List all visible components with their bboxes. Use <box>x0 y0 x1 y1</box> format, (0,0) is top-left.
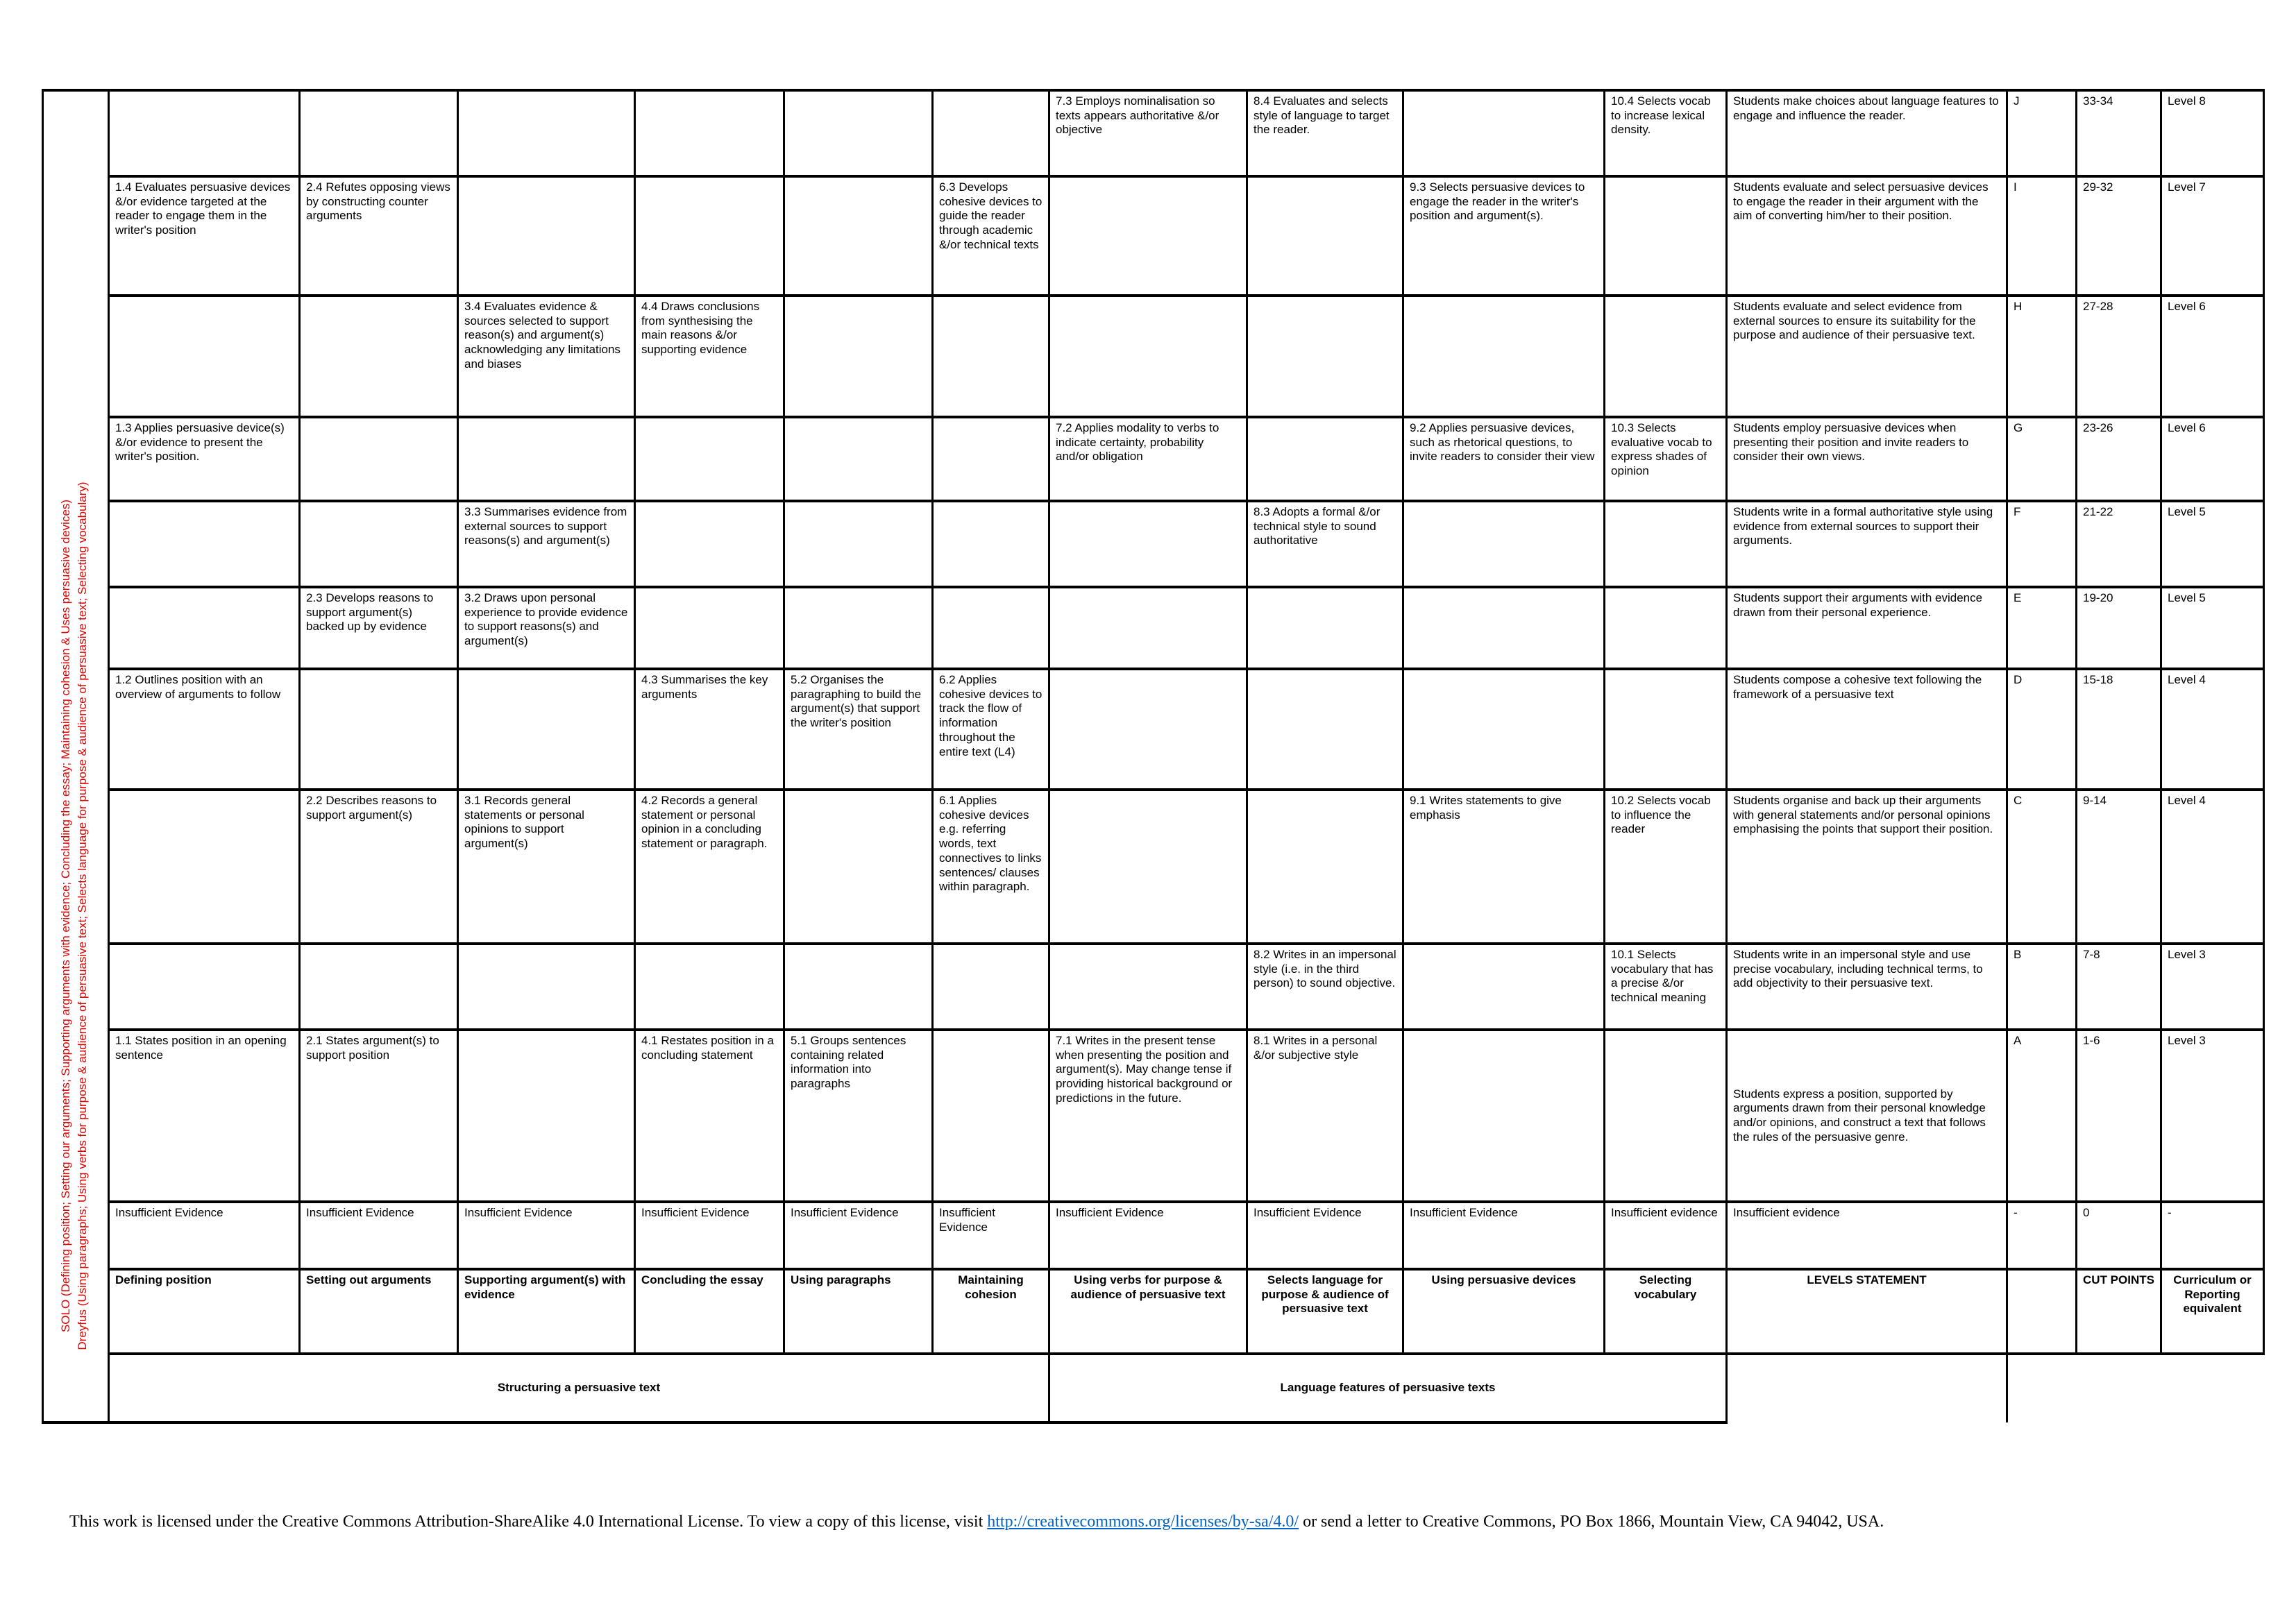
cell-10-3: 10.3 Selects evaluative vocab to express shades of opinion <box>1605 417 1727 501</box>
cell-10-2: 10.2 Selects vocab to influence the reader <box>1605 790 1727 944</box>
empty-cell <box>458 944 635 1030</box>
empty-cell <box>1247 790 1403 944</box>
empty-cell <box>1727 1354 2007 1422</box>
empty-cell <box>300 296 458 417</box>
empty-cell <box>1247 417 1403 501</box>
empty-cell <box>1247 176 1403 296</box>
empty-cell <box>1049 669 1247 790</box>
curriculum-C: Level 4 <box>2161 790 2264 944</box>
header-maintaining-cohesion: Maintaining cohesion <box>933 1269 1049 1354</box>
empty-cell <box>784 296 933 417</box>
letter-J: J <box>2007 90 2077 176</box>
empty-cell <box>1403 669 1605 790</box>
cell-9-3: 9.3 Selects persuasive devices to engage the reader in the writer's position and argument(s). <box>1403 176 1605 296</box>
empty-cell <box>1247 669 1403 790</box>
row-D <box>43 669 2264 790</box>
cut-points-D: 15-18 <box>2077 669 2161 790</box>
row-column-headers <box>43 1269 2264 1354</box>
empty-cell <box>1605 669 1727 790</box>
ie-cell: Insufficient Evidence <box>458 1202 635 1269</box>
cut-points-E: 19-20 <box>2077 587 2161 669</box>
header-concluding-the-essay: Concluding the essay <box>635 1269 784 1354</box>
empty-cell <box>784 501 933 587</box>
levels-statement-B: Students write in an impersonal style and use precise vocabulary, including technical terms, to add objectivity to their persuasive text. <box>1727 944 2007 1030</box>
empty-cell <box>784 944 933 1030</box>
ie-cell: Insufficient Evidence <box>635 1202 784 1269</box>
empty-cell <box>635 417 784 501</box>
ie-cell: Insufficient Evidence <box>1247 1202 1403 1269</box>
levels-statement-I: Students evaluate and select persuasive devices to engage the reader in their argument with the aim of converting him/her to their position. <box>1727 176 2007 296</box>
levels-statement-H: Students evaluate and select evidence from external sources to ensure its suitability for the purpose and audience of their persuasive text. <box>1727 296 2007 417</box>
side-note-cell <box>43 90 109 1422</box>
cut-points-I: 29-32 <box>2077 176 2161 296</box>
empty-cell <box>933 90 1049 176</box>
empty-cell <box>1049 587 1247 669</box>
row-C <box>43 790 2264 944</box>
cell-8-4: 8.4 Evaluates and selects style of language to target the reader. <box>1247 90 1403 176</box>
license-suffix: or send a letter to Creative Commons, PO Box 1866, Mountain View, CA 94042, USA. <box>1299 1513 1884 1531</box>
letter-A: A <box>2007 1030 2077 1202</box>
header-setting-out-arguments: Setting out arguments <box>300 1269 458 1354</box>
empty-cell <box>784 176 933 296</box>
levels-statement-A: Students express a position, supported by arguments drawn from their personal knowledge and/or opinions, and construct a text that follows the rules of the persuasive genre. <box>1727 1030 2007 1202</box>
empty-cell <box>109 790 300 944</box>
empty-cell <box>933 501 1049 587</box>
side-note-line-dreyfus: Dreyfus (Using paragraphs; Using verbs for purpose & audience of persuasive text; Selects language for purpose & audience of persuasive text; Selecting vocabulary) <box>76 482 89 1350</box>
empty-cell <box>1403 296 1605 417</box>
cell-5-1: 5.1 Groups sentences containing related information into paragraphs <box>784 1030 933 1202</box>
empty-cell <box>1247 587 1403 669</box>
letter-D: D <box>2007 669 2077 790</box>
row-G <box>43 417 2264 501</box>
empty-cell <box>1403 501 1605 587</box>
ie-cell: Insufficient Evidence <box>1403 1202 1605 1269</box>
cell-4-3: 4.3 Summarises the key arguments <box>635 669 784 790</box>
curriculum-G: Level 6 <box>2161 417 2264 501</box>
levels-statement-D: Students compose a cohesive text following the framework of a persuasive text <box>1727 669 2007 790</box>
empty-cell <box>458 176 635 296</box>
cell-8-2: 8.2 Writes in an impersonal style (i.e. in the third person) to sound objective. <box>1247 944 1403 1030</box>
empty-cell <box>933 1030 1049 1202</box>
row-I <box>43 176 2264 296</box>
empty-cell <box>458 90 635 176</box>
letter-E: E <box>2007 587 2077 669</box>
empty-cell <box>458 417 635 501</box>
header-levels-statement: LEVELS STATEMENT <box>1727 1269 2007 1354</box>
empty-cell <box>1403 587 1605 669</box>
empty-cell <box>300 501 458 587</box>
cell-4-4: 4.4 Draws conclusions from synthesising the main reasons &/or supporting evidence <box>635 296 784 417</box>
empty-cell <box>109 587 300 669</box>
license-prefix: This work is licensed under the Creative Commons Attribution-ShareAlike 4.0 International License. To view a copy of this license, visit <box>69 1513 988 1531</box>
curriculum-B: Level 3 <box>2161 944 2264 1030</box>
ie-cell: Insufficient Evidence <box>300 1202 458 1269</box>
row-J <box>43 90 2264 176</box>
empty-cell <box>1049 501 1247 587</box>
empty-cell <box>635 176 784 296</box>
cell-1-1: 1.1 States position in an opening sentence <box>109 1030 300 1202</box>
empty-cell <box>1049 944 1247 1030</box>
cell-3-1: 3.1 Records general statements or personal opinions to support argument(s) <box>458 790 635 944</box>
cell-3-3: 3.3 Summarises evidence from external sources to support reasons(s) and argument(s) <box>458 501 635 587</box>
header-using-verbs: Using verbs for purpose & audience of persuasive text <box>1049 1269 1247 1354</box>
empty-cell <box>933 417 1049 501</box>
empty-cell <box>1247 296 1403 417</box>
cell-8-3: 8.3 Adopts a formal &/or technical style to sound authoritative <box>1247 501 1403 587</box>
curriculum-I: Level 7 <box>2161 176 2264 296</box>
curriculum-F: Level 5 <box>2161 501 2264 587</box>
row-H <box>43 296 2264 417</box>
cell-3-2: 3.2 Draws upon personal experience to provide evidence to support reasons(s) and argument(s) <box>458 587 635 669</box>
letter-F: F <box>2007 501 2077 587</box>
empty-cell <box>784 417 933 501</box>
curriculum-D: Level 4 <box>2161 669 2264 790</box>
empty-cell <box>1605 176 1727 296</box>
header-curriculum-equivalent: Curriculum or Reporting equivalent <box>2161 1269 2264 1354</box>
cell-4-2: 4.2 Records a general statement or personal opinion in a concluding statement or paragraph. <box>635 790 784 944</box>
empty-cell <box>1605 1030 1727 1202</box>
header-selects-language: Selects language for purpose & audience of persuasive text <box>1247 1269 1403 1354</box>
cell-2-2: 2.2 Describes reasons to support argument(s) <box>300 790 458 944</box>
license-text <box>69 1513 1884 1531</box>
curriculum-H: Level 6 <box>2161 296 2264 417</box>
empty-cell <box>1049 176 1247 296</box>
cell-7-1: 7.1 Writes in the present tense when presenting the position and argument(s). May change tense if providing historical background or predictions in the future. <box>1049 1030 1247 1202</box>
empty-cell <box>635 90 784 176</box>
curriculum-J: Level 8 <box>2161 90 2264 176</box>
curriculum-A: Level 3 <box>2161 1030 2264 1202</box>
empty-cell <box>1403 1030 1605 1202</box>
empty-cell <box>933 944 1049 1030</box>
empty-cell <box>1605 587 1727 669</box>
empty-region <box>2007 1354 2264 1422</box>
levels-statement-ie: Insufficient evidence <box>1727 1202 2007 1269</box>
levels-statement-C: Students organise and back up their arguments with general statements and/or personal opinions emphasising the points that support their position. <box>1727 790 2007 944</box>
cut-points-C: 9-14 <box>2077 790 2161 944</box>
letter-B: B <box>2007 944 2077 1030</box>
empty-cell <box>300 944 458 1030</box>
cell-1-2: 1.2 Outlines position with an overview of arguments to follow <box>109 669 300 790</box>
empty-cell <box>1403 944 1605 1030</box>
empty-cell <box>1403 90 1605 176</box>
letter-C: C <box>2007 790 2077 944</box>
cell-7-2: 7.2 Applies modality to verbs to indicate certainty, probability and/or obligation <box>1049 417 1247 501</box>
ie-cell: Insufficient Evidence <box>784 1202 933 1269</box>
cell-5-2: 5.2 Organises the paragraphing to build the argument(s) that support the writer's position <box>784 669 933 790</box>
ie-cell: Insufficient Evidence <box>933 1202 1049 1269</box>
cell-2-1: 2.1 States argument(s) to support position <box>300 1030 458 1202</box>
header-using-persuasive-devices: Using persuasive devices <box>1403 1269 1605 1354</box>
row-E <box>43 587 2264 669</box>
cell-2-4: 2.4 Refutes opposing views by constructing counter arguments <box>300 176 458 296</box>
header-defining-position: Defining position <box>109 1269 300 1354</box>
letter-ie: - <box>2007 1202 2077 1269</box>
rubric-table <box>42 89 2265 1424</box>
empty-cell <box>635 944 784 1030</box>
cell-7-3: 7.3 Employs nominalisation so texts appears authoritative &/or objective <box>1049 90 1247 176</box>
empty-cell <box>109 296 300 417</box>
letter-H: H <box>2007 296 2077 417</box>
empty-cell <box>635 501 784 587</box>
footer-structuring-group: Structuring a persuasive text <box>109 1354 1049 1422</box>
curriculum-E: Level 5 <box>2161 587 2264 669</box>
empty-cell <box>109 90 300 176</box>
cell-4-1: 4.1 Restates position in a concluding statement <box>635 1030 784 1202</box>
ie-cell: Insufficient evidence <box>1605 1202 1727 1269</box>
empty-cell <box>1049 296 1247 417</box>
empty-cell <box>458 1030 635 1202</box>
cell-10-1: 10.1 Selects vocabulary that has a precise &/or technical meaning <box>1605 944 1727 1030</box>
cell-9-2: 9.2 Applies persuasive devices, such as rhetorical questions, to invite readers to consider their view <box>1403 417 1605 501</box>
curriculum-ie: - <box>2161 1202 2264 1269</box>
header-supporting-arguments: Supporting argument(s) with evidence <box>458 1269 635 1354</box>
cell-1-3: 1.3 Applies persuasive device(s) &/or evidence to present the writer's position. <box>109 417 300 501</box>
cell-1-4: 1.4 Evaluates persuasive devices &/or evidence targeted at the reader to engage them in the writer's position <box>109 176 300 296</box>
empty-cell <box>784 790 933 944</box>
cell-6-3: 6.3 Develops cohesive devices to guide the reader through academic &/or technical texts <box>933 176 1049 296</box>
empty-cell <box>300 417 458 501</box>
row-A <box>43 1030 2264 1202</box>
row-footer-groups <box>43 1354 2264 1422</box>
row-B <box>43 944 2264 1030</box>
cut-points-A: 1-6 <box>2077 1030 2161 1202</box>
cell-3-4: 3.4 Evaluates evidence & sources selected to support reason(s) and argument(s) acknowledging any limitations and biases <box>458 296 635 417</box>
cut-points-B: 7-8 <box>2077 944 2161 1030</box>
cell-6-2: 6.2 Applies cohesive devices to track the flow of information throughout the entire text (L4) <box>933 669 1049 790</box>
levels-statement-F: Students write in a formal authoritative style using evidence from external sources to support their arguments. <box>1727 501 2007 587</box>
empty-cell <box>1049 790 1247 944</box>
empty-cell <box>933 296 1049 417</box>
empty-cell <box>109 501 300 587</box>
cut-points-H: 27-28 <box>2077 296 2161 417</box>
empty-cell <box>933 587 1049 669</box>
empty-cell <box>1605 296 1727 417</box>
letter-G: G <box>2007 417 2077 501</box>
cut-points-G: 23-26 <box>2077 417 2161 501</box>
side-note-line-solo: SOLO (Defining position; Setting our arguments; Supporting arguments with evidence; Concluding the essay; Maintaining cohesion & Uses persuasive devices) <box>59 499 72 1333</box>
letter-I: I <box>2007 176 2077 296</box>
row-F <box>43 501 2264 587</box>
ie-cell: Insufficient Evidence <box>1049 1202 1247 1269</box>
cell-2-3: 2.3 Develops reasons to support argument(s) backed up by evidence <box>300 587 458 669</box>
empty-cell <box>458 669 635 790</box>
levels-statement-G: Students employ persuasive devices when presenting their position and invite readers to consider their own views. <box>1727 417 2007 501</box>
cut-points-F: 21-22 <box>2077 501 2161 587</box>
cell-9-1: 9.1 Writes statements to give emphasis <box>1403 790 1605 944</box>
levels-statement-E: Students support their arguments with evidence drawn from their personal experience. <box>1727 587 2007 669</box>
row-insufficient-evidence <box>43 1202 2264 1269</box>
ie-cell: Insufficient Evidence <box>109 1202 300 1269</box>
cut-points-ie: 0 <box>2077 1202 2161 1269</box>
empty-cell <box>2007 1269 2077 1354</box>
rubric-sheet <box>42 89 2265 1424</box>
header-cut-points: CUT POINTS <box>2077 1269 2161 1354</box>
empty-cell <box>300 669 458 790</box>
empty-cell <box>300 90 458 176</box>
empty-cell <box>109 944 300 1030</box>
levels-statement-J: Students make choices about language features to engage and influence the reader. <box>1727 90 2007 176</box>
footer-language-features-group: Language features of persuasive texts <box>1049 1354 1727 1422</box>
cell-6-1: 6.1 Applies cohesive devices e.g. referring words, text connectives to links sentences/ clauses within paragraph. <box>933 790 1049 944</box>
cut-points-J: 33-34 <box>2077 90 2161 176</box>
license-link[interactable]: http://creativecommons.org/licenses/by-sa/4.0/ <box>987 1513 1299 1531</box>
header-selecting-vocabulary: Selecting vocabulary <box>1605 1269 1727 1354</box>
cell-10-4: 10.4 Selects vocab to increase lexical density. <box>1605 90 1727 176</box>
empty-cell <box>1605 501 1727 587</box>
empty-cell <box>635 587 784 669</box>
header-using-paragraphs: Using paragraphs <box>784 1269 933 1354</box>
empty-cell <box>784 587 933 669</box>
cell-8-1: 8.1 Writes in a personal &/or subjective style <box>1247 1030 1403 1202</box>
empty-cell <box>784 90 933 176</box>
